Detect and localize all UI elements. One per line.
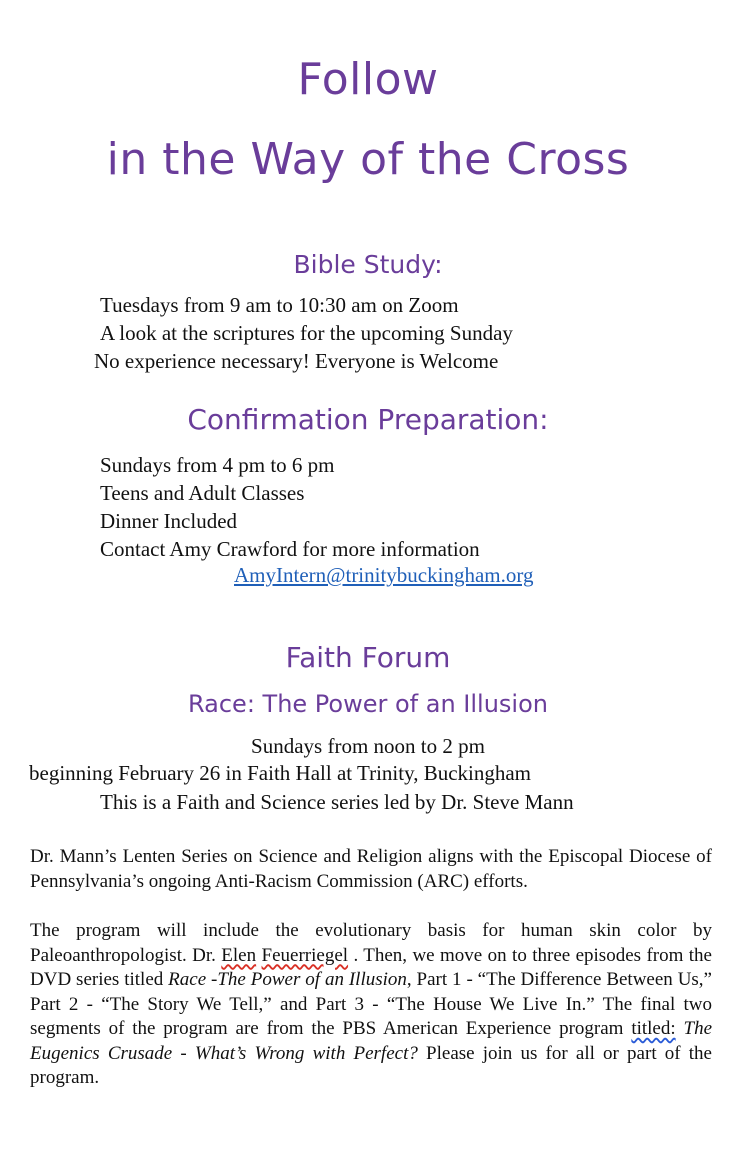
confirmation-line-4: Contact Amy Crawford for more information xyxy=(100,537,480,561)
program-title: The Eugenics Crusade - What’s Wrong with Perfect? xyxy=(30,1018,712,1064)
contact-email-link[interactable]: AmyIntern@trinitybuckingham.org xyxy=(234,563,534,587)
title-line-1: Follow xyxy=(297,54,439,105)
confirmation-line-3: Dinner Included xyxy=(100,509,238,533)
faith-forum-heading: Faith Forum xyxy=(285,641,451,674)
faith-forum-line-3: This is a Faith and Science series led by Dr. Steve Mann xyxy=(100,790,574,814)
bible-study-line-2: A look at the scriptures for the upcoming Sunday xyxy=(100,321,513,345)
speaker-first-name: Elen xyxy=(221,944,257,966)
bible-study-line-3: No experience necessary! Everyone is Welcome xyxy=(94,349,499,373)
bible-study-line-1: Tuesdays from 9 am to 10:30 am on Zoom xyxy=(100,293,459,317)
program-text-5: Please join us for all or part of the program. xyxy=(30,1042,712,1088)
confirmation-line-2: Teens and Adult Classes xyxy=(100,481,305,505)
program-text-3: , Part 1 - “The Difference Between Us,” Part 2 - “The Story We Tell,” and Part 3 - “The House We Live In.” The final two segments of the program are from the PBS American Experience program xyxy=(30,969,712,1039)
program-text-1: The program will include the evolutionary basis for human skin color by Paleoanthropologist. Dr. xyxy=(30,920,712,966)
lenten-series-paragraph: Dr. Mann’s Lenten Series on Science and Religion aligns with the Episcopal Diocese of Pennsylvania’s ongoing Anti-Racism Commission (ARC) efforts. xyxy=(30,846,712,892)
titled-word: titled: xyxy=(631,1018,676,1039)
confirmation-line-1: Sundays from 4 pm to 6 pm xyxy=(100,453,335,477)
bible-study-heading: Bible Study: xyxy=(293,250,443,279)
faith-forum-subheading: Race: The Power of an Illusion xyxy=(188,690,548,718)
faith-forum-line-1: Sundays from noon to 2 pm xyxy=(251,734,485,758)
confirmation-heading: Confirmation Preparation: xyxy=(187,403,549,436)
speaker-last-name: Feuerriegel xyxy=(261,944,349,966)
title-line-2: in the Way of the Cross xyxy=(106,134,630,185)
faith-forum-line-2: beginning February 26 in Faith Hall at Trinity, Buckingham xyxy=(29,761,532,785)
program-text-4 xyxy=(676,1018,684,1039)
series-title: Race -The Power of an Illusion xyxy=(168,969,407,990)
program-text-2: . Then, we move on to three episodes from the DVD series titled xyxy=(30,944,712,990)
program-paragraph xyxy=(30,919,712,1091)
